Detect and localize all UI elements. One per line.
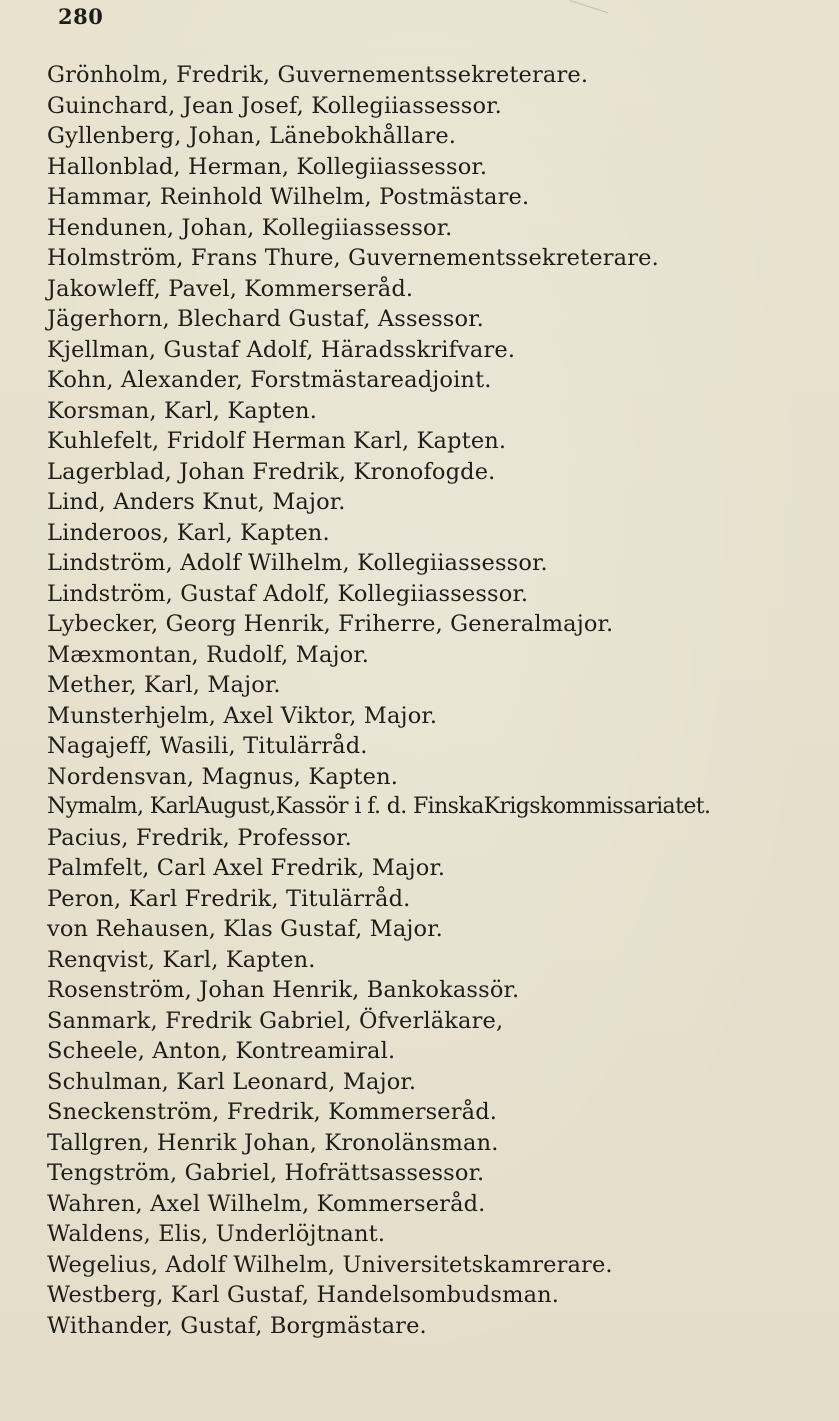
list-item: Munsterhjelm, Axel Viktor, Major.	[47, 702, 438, 729]
list-item: Kjellman, Gustaf Adolf, Häradsskrifvare.	[47, 336, 516, 363]
list-item: Hammar, Reinhold Wilhelm, Postmästare.	[47, 184, 530, 210]
list-item: Hendunen, Johan, Kollegiiassessor.	[47, 214, 453, 241]
list-item: Nordensvan, Magnus, Kapten.	[47, 763, 399, 790]
list-item: Kohn, Alexander, Forstmästareadjoint.	[47, 367, 492, 393]
list-item: Lybecker, Georg Henrik, Friherre, Generalmajor.	[47, 611, 614, 637]
list-item: Sneckenström, Fredrik, Kommerseråd.	[47, 1099, 498, 1125]
list-item: Nymalm, KarlAugust,Kassör i f. d. FinskaKrigskommissariatet.	[47, 794, 711, 819]
page-number: 280	[58, 4, 104, 29]
list-item: Westberg, Karl Gustaf, Handelsombudsman.	[47, 1282, 560, 1308]
list-item: Jakowleff, Pavel, Kommerseråd.	[47, 275, 414, 302]
name-list	[47, 60, 837, 1341]
list-item: Palmfelt, Carl Axel Fredrik, Major.	[47, 855, 446, 881]
list-item: Mæxmontan, Rudolf, Major.	[47, 641, 370, 668]
list-item: Kuhlefelt, Fridolf Herman Karl, Kapten.	[47, 428, 507, 454]
list-item: Hallonblad, Herman, Kollegiiassessor.	[47, 153, 488, 180]
list-item: Guinchard, Jean Josef, Kollegiiassessor.	[47, 92, 502, 119]
list-item: Jägerhorn, Blechard Gustaf, Assessor.	[47, 306, 484, 332]
page-corner-mark	[565, 0, 608, 27]
list-item: Schulman, Karl Leonard, Major.	[47, 1068, 417, 1095]
list-item: Grönholm, Fredrik, Guvernementssekreterare.	[47, 62, 589, 88]
list-item: Holmström, Frans Thure, Guvernementssekreterare.	[47, 245, 659, 271]
list-item: Mether, Karl, Major.	[47, 672, 281, 698]
list-item: Scheele, Anton, Kontreamiral.	[47, 1038, 396, 1064]
list-item: Lindström, Adolf Wilhelm, Kollegiiassessor.	[47, 550, 548, 576]
list-item: Nagajeff, Wasili, Titulärråd.	[47, 733, 368, 759]
list-item: Lagerblad, Johan Fredrik, Kronofogde.	[47, 458, 496, 485]
list-item: Withander, Gustaf, Borgmästare.	[47, 1312, 427, 1339]
list-item: Gyllenberg, Johan, Länebokhållare.	[47, 123, 457, 149]
list-item: Peron, Karl Fredrik, Titulärråd.	[47, 885, 411, 912]
list-item: Pacius, Fredrik, Professor.	[47, 824, 352, 851]
list-item: Lindström, Gustaf Adolf, Kollegiiassessor.	[47, 580, 529, 607]
list-item: Tengström, Gabriel, Hofrättsassessor.	[47, 1160, 485, 1186]
list-item: Sanmark, Fredrik Gabriel, Öfverläkare,	[47, 1007, 504, 1034]
list-item: Tallgren, Henrik Johan, Kronolänsman.	[47, 1129, 499, 1156]
list-item: Rosenström, Johan Henrik, Bankokassör.	[47, 977, 520, 1003]
list-item: Linderoos, Karl, Kapten.	[47, 519, 330, 546]
list-item: Lind, Anders Knut, Major.	[47, 489, 346, 515]
list-item: Korsman, Karl, Kapten.	[47, 397, 318, 424]
list-item: Wegelius, Adolf Wilhelm, Universitetskamrerare.	[47, 1251, 613, 1278]
list-item: Wahren, Axel Wilhelm, Kommerseråd.	[47, 1190, 486, 1217]
list-item: Renqvist, Karl, Kapten.	[47, 946, 316, 973]
list-item: von Rehausen, Klas Gustaf, Major.	[47, 916, 443, 942]
list-item: Waldens, Elis, Underlöjtnant.	[47, 1221, 386, 1247]
